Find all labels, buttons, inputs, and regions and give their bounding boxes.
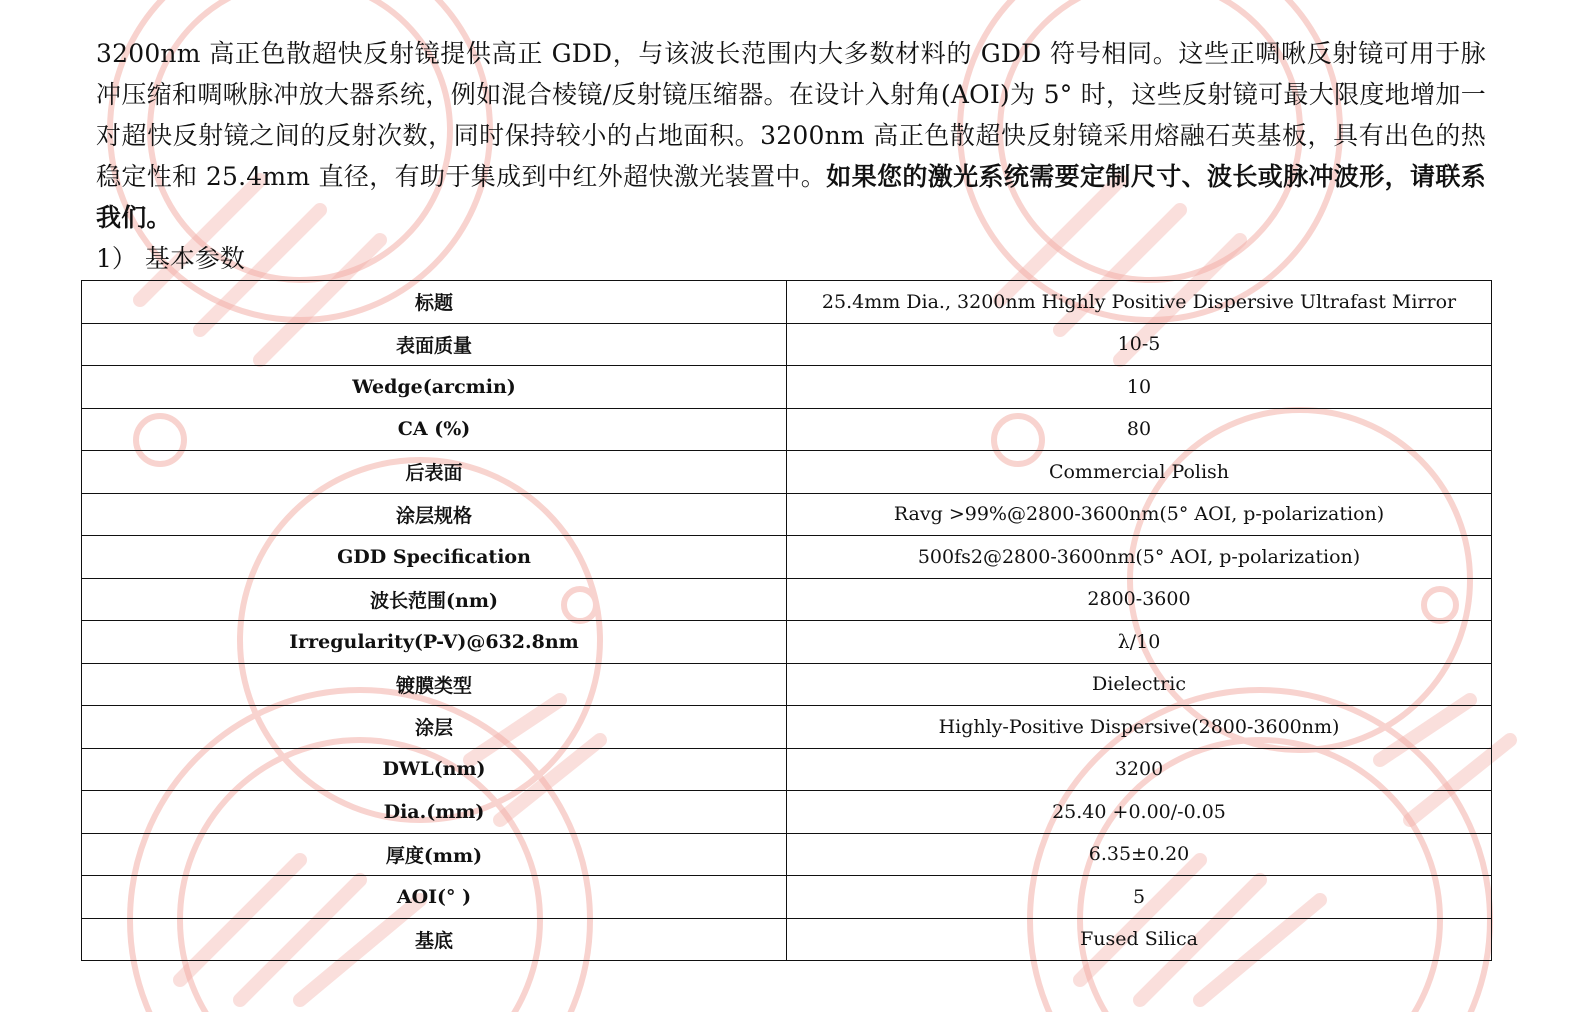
row-label: 标题 xyxy=(82,281,787,324)
row-label: 基底 xyxy=(82,918,787,961)
row-value: 5 xyxy=(787,876,1492,919)
row-label: 后表面 xyxy=(82,451,787,494)
row-label: 波长范围(nm) xyxy=(82,578,787,621)
row-label: Dia.(mm) xyxy=(82,791,787,834)
table-row xyxy=(82,663,1492,706)
row-label: 涂层 xyxy=(82,706,787,749)
intro-paragraph xyxy=(96,33,1486,238)
row-value: Fused Silica xyxy=(787,918,1492,961)
row-value: Commercial Polish xyxy=(787,451,1492,494)
table-row xyxy=(82,323,1492,366)
row-value: Dielectric xyxy=(787,663,1492,706)
row-value: 10 xyxy=(787,366,1492,409)
row-value: 80 xyxy=(787,408,1492,451)
row-label: CA (%) xyxy=(82,408,787,451)
row-value: 25.4mm Dia., 3200nm Highly Positive Dispersive Ultrafast Mirror xyxy=(787,281,1492,324)
row-label: AOI(° ) xyxy=(82,876,787,919)
table-row xyxy=(82,536,1492,579)
row-value: 500fs2@2800-3600nm(5° AOI, p-polarization) xyxy=(787,536,1492,579)
row-label: Wedge(arcmin) xyxy=(82,366,787,409)
table-row xyxy=(82,833,1492,876)
section-heading: 1） 基本参数 xyxy=(96,244,245,273)
row-value: 2800-3600 xyxy=(787,578,1492,621)
row-label: 表面质量 xyxy=(82,323,787,366)
row-label: 镀膜类型 xyxy=(82,663,787,706)
row-value: 3200 xyxy=(787,748,1492,791)
table-row xyxy=(82,451,1492,494)
row-value: Highly-Positive Dispersive(2800-3600nm) xyxy=(787,706,1492,749)
row-value: λ/10 xyxy=(787,621,1492,664)
table-row xyxy=(82,578,1492,621)
table-row xyxy=(82,281,1492,324)
table-row xyxy=(82,408,1492,451)
row-label: DWL(nm) xyxy=(82,748,787,791)
row-value: 10-5 xyxy=(787,323,1492,366)
spec-table xyxy=(81,280,1492,961)
row-label: 涂层规格 xyxy=(82,493,787,536)
table-row xyxy=(82,621,1492,664)
intro-text: 3200nm 高正色散超快反射镜提供高正 GDD，与该波长范围内大多数材料的 GDD 符号相同。这些正啁啾反射镜可用于脉冲压缩和啁啾脉冲放大器系统，例如混合棱镜/反射镜压缩器。在设计入射角(AOI)为 5° 时，这些反射镜可最大限度地增加一对超快反射镜之间的反射次数，同时保持较小的占地面积。3200nm 高正色散超快反射镜采用熔融石英基板，具有出色的热稳定性和 25.4mm 直径，有助于集成到中红外超快激光装置中。 xyxy=(96,39,1486,191)
intro-contact-text: 如果您的激光系统需要定制尺寸、波长或脉冲波形，请联系我们。 xyxy=(96,162,1487,232)
table-row xyxy=(82,493,1492,536)
row-value: 25.40 +0.00/-0.05 xyxy=(787,791,1492,834)
row-label: 厚度(mm) xyxy=(82,833,787,876)
table-row xyxy=(82,366,1492,409)
table-row xyxy=(82,706,1492,749)
table-row xyxy=(82,918,1492,961)
row-label: GDD Specification xyxy=(82,536,787,579)
row-value: 6.35±0.20 xyxy=(787,833,1492,876)
table-row xyxy=(82,748,1492,791)
row-label: Irregularity(P-V)@632.8nm xyxy=(82,621,787,664)
table-row xyxy=(82,876,1492,919)
row-value: Ravg >99%@2800-3600nm(5° AOI, p-polarization) xyxy=(787,493,1492,536)
table-row xyxy=(82,791,1492,834)
